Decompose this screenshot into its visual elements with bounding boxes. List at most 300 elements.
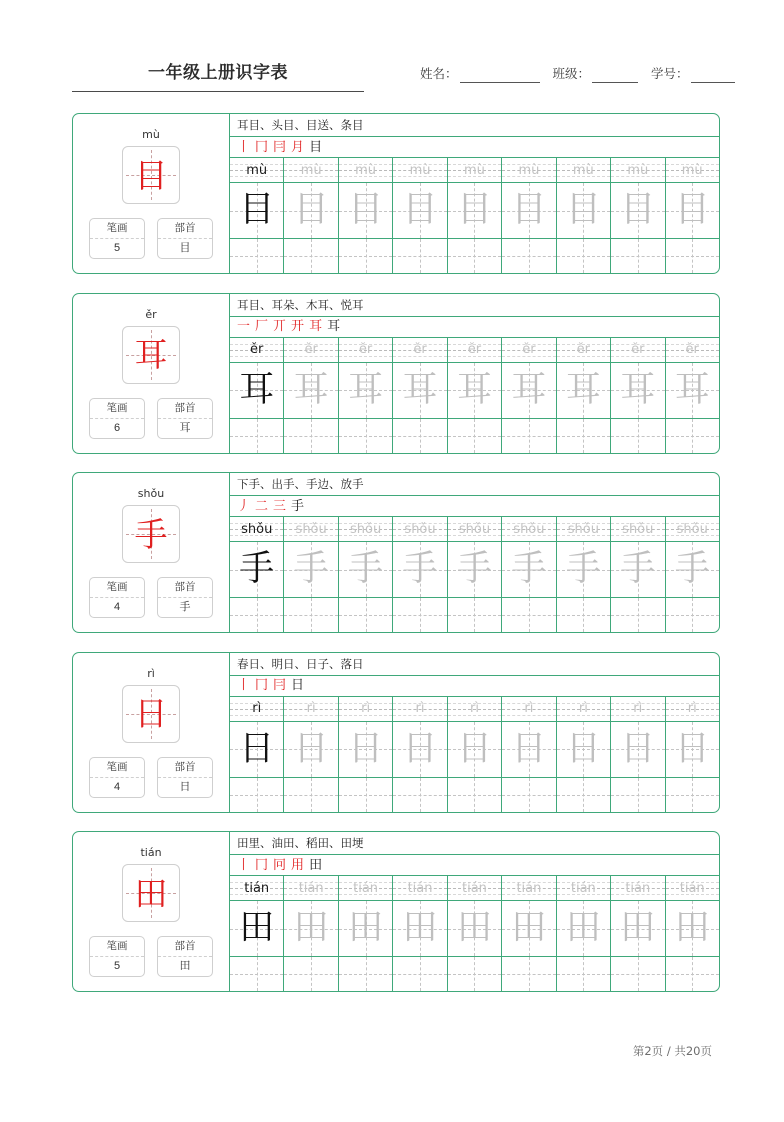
character-cell[interactable] xyxy=(393,183,447,238)
blank-cell[interactable] xyxy=(611,419,665,453)
blank-cell[interactable] xyxy=(666,957,719,991)
pinyin-trace: ěr xyxy=(467,342,482,358)
character-trace: 日 xyxy=(674,728,710,769)
pinyin-cell[interactable] xyxy=(230,517,284,541)
pinyin-cell[interactable] xyxy=(393,697,447,721)
character-trace: 日 xyxy=(293,728,329,769)
character-cell[interactable] xyxy=(557,363,611,418)
practice-grid xyxy=(229,653,719,812)
character-cell[interactable] xyxy=(448,901,502,956)
pinyin-cell[interactable] xyxy=(339,517,393,541)
character-practice-row xyxy=(230,901,719,957)
grid-horizontal-guide xyxy=(502,615,555,616)
character-cell[interactable] xyxy=(230,901,284,956)
character-cell[interactable] xyxy=(230,722,284,777)
blank-cell[interactable] xyxy=(393,957,447,991)
blank-cell[interactable] xyxy=(339,598,393,632)
pinyin-cell[interactable] xyxy=(230,158,284,182)
pinyin-cell[interactable] xyxy=(611,338,665,362)
grid-horizontal-guide xyxy=(666,256,719,257)
character-trace: 目 xyxy=(674,190,710,230)
grid-horizontal-guide xyxy=(666,974,719,975)
blank-cell[interactable] xyxy=(557,957,611,991)
pinyin-cell[interactable] xyxy=(502,517,556,541)
blank-cell[interactable] xyxy=(284,957,338,991)
pinyin-cell[interactable] xyxy=(339,876,393,900)
model-character-box xyxy=(122,146,180,204)
grid-horizontal-guide xyxy=(230,436,283,437)
stroke-step: 三 xyxy=(273,498,287,514)
pinyin-cell[interactable] xyxy=(393,338,447,362)
character-cell[interactable] xyxy=(502,183,556,238)
pinyin-trace: shǒu xyxy=(622,521,654,537)
model-character: 日 xyxy=(134,694,168,734)
character-practice-row xyxy=(230,183,719,239)
character-trace: 手 xyxy=(293,549,329,590)
header-field-input[interactable] xyxy=(460,68,540,83)
blank-cell[interactable] xyxy=(666,419,719,453)
character-trace: 日 xyxy=(348,728,384,769)
header-field-input[interactable] xyxy=(592,68,638,83)
radical-box xyxy=(157,398,213,439)
grid-horizontal-guide xyxy=(284,256,337,257)
blank-cell[interactable] xyxy=(448,419,502,453)
blank-cell[interactable] xyxy=(502,778,556,812)
stroke-step: 冋 xyxy=(273,857,287,873)
pinyin-cell[interactable] xyxy=(448,338,502,362)
header-field-input[interactable] xyxy=(691,68,735,83)
pinyin-cell[interactable] xyxy=(557,158,611,182)
pinyin-model: rì xyxy=(252,701,262,717)
header-field-label: 姓名： xyxy=(420,67,458,81)
pinyin-cell[interactable] xyxy=(339,158,393,182)
character-block xyxy=(72,293,720,454)
practice-grid xyxy=(229,294,719,453)
stroke-count-box xyxy=(89,577,145,618)
character-cell[interactable] xyxy=(284,722,338,777)
blank-cell[interactable] xyxy=(502,598,556,632)
pinyin-cell[interactable] xyxy=(502,158,556,182)
example-words: 下手、出手、手边、放手 xyxy=(230,473,719,496)
character-meta-row xyxy=(73,398,229,439)
grid-horizontal-guide xyxy=(502,256,555,257)
blank-cell[interactable] xyxy=(557,778,611,812)
header-field-1 xyxy=(553,66,639,83)
stroke-step: 耳 xyxy=(327,319,341,335)
pinyin-cell[interactable] xyxy=(611,697,665,721)
radical-label: 部首 xyxy=(158,219,212,239)
grid-horizontal-guide xyxy=(611,256,664,257)
stroke-step: 厂 xyxy=(255,319,269,335)
character-meta-row xyxy=(73,218,229,259)
radical-value: 手 xyxy=(179,601,191,614)
character-trace: 田 xyxy=(402,908,438,949)
pinyin-cell[interactable] xyxy=(284,517,338,541)
blank-cell[interactable] xyxy=(230,778,284,812)
model-character-box xyxy=(122,505,180,563)
character-trace: 目 xyxy=(511,190,547,230)
grid-horizontal-guide xyxy=(448,615,501,616)
character-block xyxy=(72,113,720,274)
character-cell[interactable] xyxy=(611,542,665,597)
pinyin-cell[interactable] xyxy=(557,338,611,362)
character-cell[interactable] xyxy=(502,363,556,418)
blank-cell[interactable] xyxy=(666,239,719,273)
character-cell[interactable] xyxy=(230,363,284,418)
pinyin-cell[interactable] xyxy=(230,697,284,721)
blank-cell[interactable] xyxy=(230,419,284,453)
pinyin-cell[interactable] xyxy=(339,338,393,362)
stroke-count-value: 5 xyxy=(113,960,121,973)
pinyin-trace: mù xyxy=(300,162,322,178)
character-trace: 目 xyxy=(620,190,656,230)
blank-practice-row xyxy=(230,419,719,453)
page-number: 第2页 / 共20页 xyxy=(632,1044,712,1058)
pinyin-trace: ěr xyxy=(685,342,699,358)
blank-cell[interactable] xyxy=(448,778,502,812)
blank-cell[interactable] xyxy=(393,419,447,453)
example-words: 春日、明日、日子、落日 xyxy=(230,653,719,676)
stroke-count-box xyxy=(89,936,145,977)
model-character-box xyxy=(122,685,180,743)
pinyin-cell[interactable] xyxy=(393,158,447,182)
pinyin-cell[interactable] xyxy=(611,876,665,900)
stroke-count-value: 5 xyxy=(113,242,121,254)
stroke-step: 丨 xyxy=(237,139,251,155)
blank-cell[interactable] xyxy=(611,778,665,812)
blank-cell[interactable] xyxy=(448,598,502,632)
stroke-step: 日 xyxy=(291,678,305,694)
grid-horizontal-guide xyxy=(666,436,719,437)
character-model: 田 xyxy=(239,908,275,949)
grid-horizontal-guide xyxy=(611,795,664,796)
blank-cell[interactable] xyxy=(448,957,502,991)
character-trace: 田 xyxy=(511,908,547,949)
character-trace: 耳 xyxy=(511,369,547,410)
pinyin-trace: ěr xyxy=(358,342,373,358)
character-cell[interactable] xyxy=(502,542,556,597)
character-cell[interactable] xyxy=(557,542,611,597)
character-cell[interactable] xyxy=(284,542,338,597)
practice-grid xyxy=(229,473,719,632)
grid-horizontal-guide xyxy=(557,256,610,257)
pinyin-trace: tián xyxy=(625,880,651,896)
student-info-fields xyxy=(420,66,735,83)
character-practice-row xyxy=(230,722,719,778)
character-trace: 目 xyxy=(565,190,601,230)
character-cell[interactable] xyxy=(284,363,338,418)
character-model: 日 xyxy=(239,728,275,769)
character-cell[interactable] xyxy=(448,722,502,777)
character-cell[interactable] xyxy=(557,183,611,238)
character-trace: 目 xyxy=(402,190,438,230)
pinyin-cell[interactable] xyxy=(666,697,719,721)
character-info-panel xyxy=(73,473,229,632)
blank-cell[interactable] xyxy=(284,778,338,812)
stroke-step: 一 xyxy=(237,319,251,335)
title-underline xyxy=(72,91,364,92)
character-cell[interactable] xyxy=(448,542,502,597)
blank-cell[interactable] xyxy=(339,778,393,812)
blank-cell[interactable] xyxy=(611,957,665,991)
character-cell[interactable] xyxy=(339,722,393,777)
character-trace: 手 xyxy=(674,549,710,590)
pinyin-model: mù xyxy=(246,162,268,178)
blank-cell[interactable] xyxy=(339,419,393,453)
character-cell[interactable] xyxy=(393,722,447,777)
worksheet-header xyxy=(72,60,720,106)
blank-cell[interactable] xyxy=(557,419,611,453)
grid-horizontal-guide xyxy=(230,615,283,616)
grid-horizontal-guide xyxy=(502,436,555,437)
character-block xyxy=(72,831,720,992)
grid-horizontal-guide xyxy=(284,615,337,616)
pinyin-trace: tián xyxy=(462,880,487,896)
blank-cell[interactable] xyxy=(611,598,665,632)
character-meta-row xyxy=(73,577,229,618)
character-cell[interactable] xyxy=(393,363,447,418)
grid-horizontal-guide xyxy=(557,795,610,796)
pinyin-cell[interactable] xyxy=(284,158,338,182)
blank-cell[interactable] xyxy=(502,957,556,991)
pinyin-cell[interactable] xyxy=(502,697,556,721)
character-trace: 耳 xyxy=(293,369,329,410)
stroke-step: 耳 xyxy=(309,319,323,335)
character-cell[interactable] xyxy=(393,901,447,956)
radical-value: 目 xyxy=(179,242,191,254)
character-trace: 耳 xyxy=(674,369,710,410)
info-pinyin: ěr xyxy=(145,307,157,321)
pinyin-cell[interactable] xyxy=(230,338,284,362)
character-cell[interactable] xyxy=(339,901,393,956)
character-cell[interactable] xyxy=(557,722,611,777)
character-cell[interactable] xyxy=(339,363,393,418)
stroke-step: 冃 xyxy=(273,139,287,155)
pinyin-practice-row xyxy=(230,517,719,542)
pinyin-trace: shǒu xyxy=(404,521,436,537)
character-cell[interactable] xyxy=(230,183,284,238)
blank-cell[interactable] xyxy=(230,239,284,273)
pinyin-trace: tián xyxy=(298,880,324,896)
blank-cell[interactable] xyxy=(230,957,284,991)
character-trace: 日 xyxy=(511,728,547,769)
practice-grid xyxy=(229,114,719,273)
pinyin-trace: tián xyxy=(353,880,379,896)
blank-cell[interactable] xyxy=(557,239,611,273)
character-cell[interactable] xyxy=(230,542,284,597)
blank-cell[interactable] xyxy=(502,419,556,453)
character-trace: 手 xyxy=(620,549,656,590)
pinyin-cell[interactable] xyxy=(393,517,447,541)
radical-label: 部首 xyxy=(158,758,212,778)
pinyin-cell[interactable] xyxy=(502,338,556,362)
character-cell[interactable] xyxy=(502,722,556,777)
pinyin-trace: ěr xyxy=(631,342,645,358)
character-cell[interactable] xyxy=(557,901,611,956)
blank-cell[interactable] xyxy=(393,239,447,273)
pinyin-trace: rì xyxy=(687,701,697,717)
character-cell[interactable] xyxy=(448,183,502,238)
character-cell[interactable] xyxy=(611,722,665,777)
pinyin-trace: shǒu xyxy=(567,521,599,537)
grid-horizontal-guide xyxy=(557,974,610,975)
blank-cell[interactable] xyxy=(666,778,719,812)
stroke-step: 用 xyxy=(291,857,305,873)
character-cell[interactable] xyxy=(611,363,665,418)
character-trace: 田 xyxy=(674,908,710,949)
character-trace: 耳 xyxy=(402,369,438,410)
pinyin-cell[interactable] xyxy=(611,158,665,182)
character-cell[interactable] xyxy=(666,901,719,956)
character-model: 目 xyxy=(239,190,275,230)
pinyin-cell[interactable] xyxy=(339,697,393,721)
blank-cell[interactable] xyxy=(230,598,284,632)
blank-cell[interactable] xyxy=(393,778,447,812)
character-info-panel xyxy=(73,653,229,812)
pinyin-cell[interactable] xyxy=(557,517,611,541)
grid-horizontal-guide xyxy=(557,436,610,437)
model-character-box xyxy=(122,864,180,922)
stroke-order-sequence xyxy=(230,496,719,517)
character-trace: 田 xyxy=(620,908,656,949)
grid-horizontal-guide xyxy=(448,795,501,796)
grid-horizontal-guide xyxy=(339,795,392,796)
blank-practice-row xyxy=(230,598,719,632)
pinyin-cell[interactable] xyxy=(611,517,665,541)
pinyin-cell[interactable] xyxy=(666,517,719,541)
character-trace: 田 xyxy=(456,908,492,949)
character-cell[interactable] xyxy=(448,363,502,418)
pinyin-trace: mù xyxy=(572,162,594,178)
stroke-count-value: 4 xyxy=(113,780,121,793)
character-cell[interactable] xyxy=(666,183,719,238)
pinyin-cell[interactable] xyxy=(448,158,502,182)
pinyin-cell[interactable] xyxy=(284,338,338,362)
header-field-label: 班级： xyxy=(552,67,591,81)
character-cell[interactable] xyxy=(666,363,719,418)
pinyin-trace: rì xyxy=(415,701,425,717)
blank-cell[interactable] xyxy=(393,598,447,632)
radical-box xyxy=(157,757,213,798)
blank-cell[interactable] xyxy=(339,239,393,273)
character-cell[interactable] xyxy=(393,542,447,597)
character-trace: 手 xyxy=(402,549,438,590)
grid-horizontal-guide xyxy=(502,795,555,796)
stroke-count-box xyxy=(89,218,145,259)
character-cell[interactable] xyxy=(284,183,338,238)
character-cell[interactable] xyxy=(666,722,719,777)
stroke-order-sequence xyxy=(230,855,719,876)
pinyin-trace: rì xyxy=(469,701,479,717)
grid-horizontal-guide xyxy=(666,795,719,796)
pinyin-trace: shǒu xyxy=(513,521,545,537)
pinyin-cell[interactable] xyxy=(448,517,502,541)
stroke-count-label: 笔画 xyxy=(90,219,144,239)
character-cell[interactable] xyxy=(339,183,393,238)
blank-cell[interactable] xyxy=(448,239,502,273)
pinyin-practice-row xyxy=(230,338,719,363)
blank-cell[interactable] xyxy=(557,598,611,632)
pinyin-trace: shǒu xyxy=(458,521,491,537)
pinyin-cell[interactable] xyxy=(666,338,719,362)
character-cell[interactable] xyxy=(284,901,338,956)
pinyin-trace: shǒu xyxy=(295,521,327,537)
blank-cell[interactable] xyxy=(502,239,556,273)
pinyin-cell[interactable] xyxy=(284,697,338,721)
stroke-count-label: 笔画 xyxy=(90,937,144,957)
example-words: 田里、油田、稻田、田埂 xyxy=(230,832,719,855)
blank-cell[interactable] xyxy=(666,598,719,632)
model-character: 耳 xyxy=(134,335,168,375)
grid-horizontal-guide xyxy=(230,256,283,257)
grid-horizontal-guide xyxy=(284,974,337,975)
character-trace: 目 xyxy=(293,190,329,230)
blank-cell[interactable] xyxy=(284,598,338,632)
pinyin-trace: ěr xyxy=(522,342,536,358)
character-trace: 日 xyxy=(402,728,438,769)
blank-cell[interactable] xyxy=(611,239,665,273)
pinyin-cell[interactable] xyxy=(502,876,556,900)
stroke-count-label: 笔画 xyxy=(90,578,144,598)
grid-horizontal-guide xyxy=(393,436,446,437)
radical-label: 部首 xyxy=(158,399,212,419)
pinyin-cell[interactable] xyxy=(666,158,719,182)
character-trace: 耳 xyxy=(565,369,601,410)
blank-practice-row xyxy=(230,778,719,812)
example-words: 耳目、耳朵、木耳、悦耳 xyxy=(230,294,719,317)
stroke-count-value: 4 xyxy=(113,601,121,614)
stroke-step: 丿 xyxy=(237,498,251,514)
character-trace: 田 xyxy=(293,908,329,949)
grid-horizontal-guide xyxy=(339,615,392,616)
pinyin-cell[interactable] xyxy=(230,876,284,900)
blank-practice-row xyxy=(230,239,719,273)
pinyin-trace: shǒu xyxy=(676,521,708,537)
radical-value: 日 xyxy=(179,780,191,793)
character-model: 手 xyxy=(239,549,275,590)
model-character: 田 xyxy=(134,873,168,913)
blank-cell[interactable] xyxy=(339,957,393,991)
pinyin-cell[interactable] xyxy=(448,697,502,721)
character-trace: 手 xyxy=(565,549,601,590)
pinyin-cell[interactable] xyxy=(448,876,502,900)
blank-cell[interactable] xyxy=(284,239,338,273)
pinyin-cell[interactable] xyxy=(666,876,719,900)
blank-cell[interactable] xyxy=(284,419,338,453)
grid-horizontal-guide xyxy=(502,974,555,975)
grid-horizontal-guide xyxy=(393,795,446,796)
radical-box xyxy=(157,218,213,259)
pinyin-cell[interactable] xyxy=(557,697,611,721)
stroke-step: 冃 xyxy=(273,678,287,694)
pinyin-cell[interactable] xyxy=(557,876,611,900)
character-cell[interactable] xyxy=(611,901,665,956)
grid-horizontal-guide xyxy=(339,256,392,257)
pinyin-cell[interactable] xyxy=(284,876,338,900)
character-cell[interactable] xyxy=(611,183,665,238)
character-cell[interactable] xyxy=(502,901,556,956)
character-cell[interactable] xyxy=(339,542,393,597)
character-cell[interactable] xyxy=(666,542,719,597)
header-field-0 xyxy=(420,66,540,83)
pinyin-model: ěr xyxy=(250,342,264,358)
character-trace: 目 xyxy=(456,190,492,230)
grid-horizontal-guide xyxy=(393,974,446,975)
stroke-step: 月 xyxy=(291,139,305,155)
character-trace: 耳 xyxy=(456,369,492,410)
pinyin-trace: rì xyxy=(361,701,371,717)
pinyin-cell[interactable] xyxy=(393,876,447,900)
